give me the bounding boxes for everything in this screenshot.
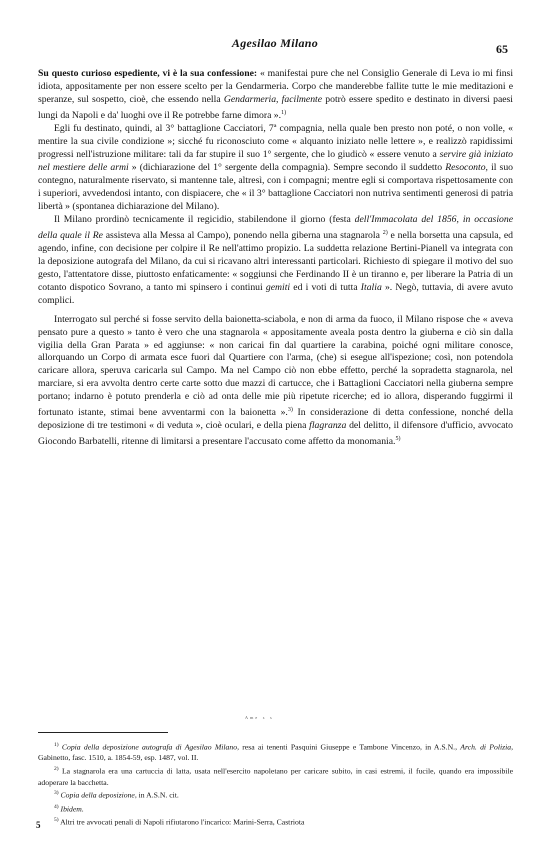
paragraph-3-text: Il Milano prordinò tecnicamente il regicidio, stabilendone il giorno (festa xyxy=(54,213,355,225)
paragraph-1-lead: Su questo curioso espediente, vi è la sua confessione: xyxy=(38,68,258,79)
paragraph-1-text: « manifestai pure che nel Consiglio Generale di Leva io mi finsi idiota, appositamente per non essere scelto per la Gendarmeria. Corpo che manderebbe fallite tutte le mie meditazioni e speranze, sul sospetto, cioè, che essendo nella xyxy=(38,68,514,105)
footnote-1-italic: Copia della deposizione autografa di Agesilao Milano, xyxy=(61,742,239,752)
paragraph-3-italic-italia: Italia xyxy=(360,281,382,293)
footnote-3 xyxy=(38,788,513,801)
footnote-ref-3: 3) xyxy=(287,407,293,414)
paragraph-3 xyxy=(38,214,513,308)
footnote-1 xyxy=(38,740,513,764)
footnote-2-text: La stagnarola era una cartuccia di latta, usata nell'esercito napoletano per caricare subito, in casi estremi, il fucile, quando era impossibile adoperare la bacchetta. xyxy=(38,766,513,787)
footnote-ref-5: 5) xyxy=(395,436,401,443)
paragraph-3-text-mid: assisteva alla Messa al Campo), ponendo nella giberna una stagnarola xyxy=(102,229,383,241)
body-text xyxy=(38,68,513,450)
paragraph-4-text-mid: In considerazione di detta confessione, nonché della deposizione di tre testimoni « di veduta », cioè oculari, e della piena xyxy=(38,407,513,432)
paragraph-4 xyxy=(38,314,513,450)
page-number: 65 xyxy=(496,42,508,56)
footnote-1-text-end: Gabinetto, fasc. 1510, a. 1854-59, esp. 1487, vol. II. xyxy=(38,753,199,763)
paragraph-2-italic: servire già iniziato nel mestiere delle armi xyxy=(38,148,513,173)
footnote-4-italic: Ibidem. xyxy=(60,804,84,814)
paragraph-4-italic: flagranza xyxy=(309,420,347,432)
footnotes xyxy=(38,740,513,828)
footnote-3-text: in A.S.N. cit. xyxy=(136,790,179,800)
paragraph-2-text: Egli fu destinato, quindi, al 3° battaglione Cacciatori, 7ª compagnia, nella quale ben presto non poté, o non volle, « mentire la sua civile condizione »; sicché fu riconosciuto come « alquanto iniziato nelle lettere », e realizzò rapidissimi progressi nell'istruzione militare: tali da far stupire il suo 1° sergente, che lo giudicò « essere venuto a xyxy=(38,123,513,160)
paragraph-2 xyxy=(38,123,513,214)
paragraph-4-text-end: del delitto, il difensore d'ufficio, avvocato Giocondo Barbatelli, ritenne di limitarsi a presentare l'accusato come affetto da monomania. xyxy=(38,420,514,448)
paragraph-1 xyxy=(38,68,513,123)
paragraph-2-text-end: il suo contegno, naturalmente riservato, si mantenne tale, altresì, con i compagni; mentre egli si comportava rispettosamente con i superiori, avvedendosi intanto, con dispiacere, che « il 3° battaglione Cacciatori non nutriva sentimenti generosi di patria libertà » (spontanea dichiarazione del Milano). xyxy=(38,161,514,212)
footnote-mark: 1) xyxy=(54,742,59,748)
print-smudge: ᴬᵐᵉ ˢ ˢ xyxy=(245,715,274,723)
paragraph-3-italic-gemiti: gemiti xyxy=(265,281,291,293)
signature-mark: 5 xyxy=(36,820,41,830)
footnote-1-italic-archive: Arch. di Polizia, xyxy=(460,742,514,752)
paragraph-1-italic: Gendarmeria, facilmente xyxy=(223,93,323,105)
paragraph-2-text-mid: » (dichiarazione del 1° sergente della compagnia). Sempre secondo il suddetto xyxy=(128,161,446,173)
running-title: Agesilao Milano xyxy=(231,36,319,50)
paragraph-3-italic: dell'Immacolata del 1856, in occasione della quale il Re xyxy=(38,213,513,241)
footnote-mark: 2) xyxy=(54,766,59,773)
footnote-5-text: Altri tre avvocati penali di Napoli rifiutarono l'incarico: Marini-Serra, Castriota xyxy=(60,817,305,827)
footnote-mark: 4) xyxy=(54,803,59,810)
paragraph-4-text: Interrogato sul perché si fosse servito della baionetta-sciabola, e non di arma da fuoco, il Milano rispose che « aveva pensato pure a questo » tanto è vero che una stagnarola « appositamente aveala posta dentro la giuberna e ciò sin dalla vigilia della Gran Parata » ed aggiunse: « non caricai fin dal quartiere la carabina, poiché ogni militare conosce, allorquando un Corpo di armata esce fuori dal Quartiere con l'arma, (che) si esegue all'ispezione; così, non potendola caricare allora, speruva caricarla sul Campo. Ma nel Campo ciò non ebbe effetto, perché la sopradetta stagnarola, nel marciare, si era avvolta dentro certe carte sotto due mazzi di cartucce, che i Battaglioni Cacciatori nella giuberna sempre portano; indarno è potuto prenderla e ciò ad onta delle mie più ripetute ricerche; ed io allora, disperando fuggirmi il fortunato istante, stimai bene avventarmi con la baionetta ». xyxy=(38,313,513,419)
paragraph-2-italic-resoconto: Resoconto, xyxy=(445,161,488,173)
footnote-mark: 5) xyxy=(54,817,59,824)
footnote-ref-1: 1) xyxy=(281,109,287,116)
paragraph-3-text-end: ». Negò, tuttavia, di avere avuto complici. xyxy=(38,281,513,306)
paragraph-3-text-voti: ed i voti di tutta xyxy=(290,281,361,293)
footnote-5 xyxy=(38,815,513,828)
footnote-4 xyxy=(38,802,513,815)
paragraph-3-text-long: e nella borsetta una capsula, ed agendo, infine, con decisione per colpire il Re nell'attimo propizio. La suddetta relazione Bertini-Pianell va integrata con la deposizione autografa del Milano, da cui si ricavano altri interessanti particolari. Richiesto di spiegare il motivo del suo gesto, l'attentatore disse, piuttosto enfaticamente: « soggiunsi che Ferdinando II è un tiranno e, per liberare la Patria di un cotanto dispotico Sovrano, a tanto mi spinsero i continui xyxy=(38,229,513,293)
footnote-1-text: resa ai tenenti Pasquini Giuseppe e Tambone Vincenzo, in A.S.N., xyxy=(239,742,461,752)
footnote-3-italic: Copia della deposizione, xyxy=(60,790,137,800)
footnote-rule xyxy=(38,732,168,733)
footnote-ref-2: 2) xyxy=(382,229,388,236)
paragraph-1-text-end: potrò essere spedito e destinato in diversi paesi lungi da Napoli e da' luoghi ove il Re potrebbe farne dimora ». xyxy=(38,93,513,122)
footnote-mark: 3) xyxy=(54,790,59,797)
footnote-2 xyxy=(38,764,513,788)
